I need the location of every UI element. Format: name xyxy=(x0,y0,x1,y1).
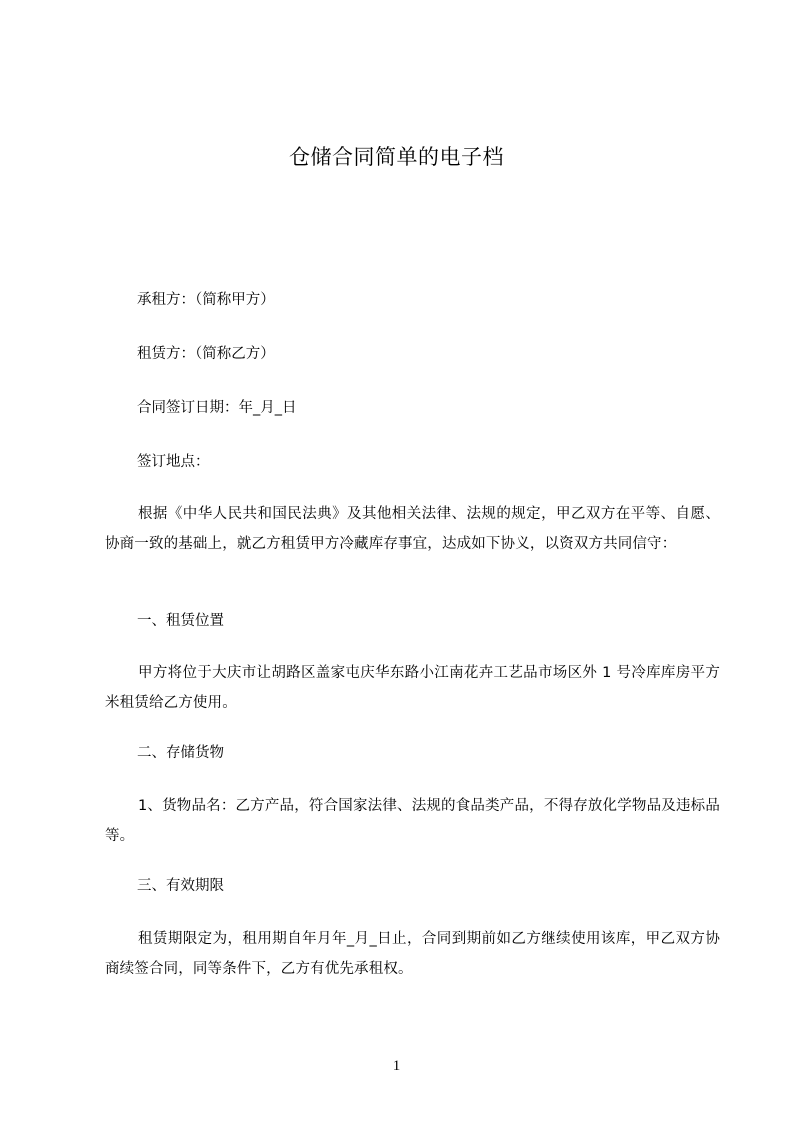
preamble-paragraph: 根据《中华人民共和国民法典》及其他相关法律、法规的规定，甲乙双方在平等、自愿、协商一致的基础上，就乙方租赁甲方冷藏库存事宜，达成如下协义，以资双方共同信守： xyxy=(105,506,720,552)
section-heading: 二、存储货物 xyxy=(137,745,224,761)
section-heading: 三、有效期限 xyxy=(137,878,224,894)
lessee-line: 承租方：（简称甲方） xyxy=(137,292,275,308)
section-body: 甲方将位于大庆市让胡路区盖家屯庆华东路小江南花卉工艺品市场区外 1 号冷库库房平方米租赁给乙方使用。 xyxy=(105,665,720,711)
section-body: 1、货物品名：乙方产品，符合国家法律、法规的食品类产品，不得存放化学物品及违标品等。 xyxy=(105,798,720,844)
section-body: 租赁期限定为，租用期自年月年_月_日止，合同到期前如乙方继续使用该库，甲乙双方协商续签合同，同等条件下，乙方有优先承租权。 xyxy=(105,931,720,977)
page-number: 1 xyxy=(392,1058,401,1074)
sign-place-line: 签订地点： xyxy=(137,454,210,470)
section-heading: 一、租赁位置 xyxy=(137,613,224,629)
sign-date-line: 合同签订日期：年_月_日 xyxy=(137,400,297,416)
lessor-line: 租赁方：（简称乙方） xyxy=(137,346,275,362)
document-title: 仓储合同简单的电子档 xyxy=(289,145,504,169)
